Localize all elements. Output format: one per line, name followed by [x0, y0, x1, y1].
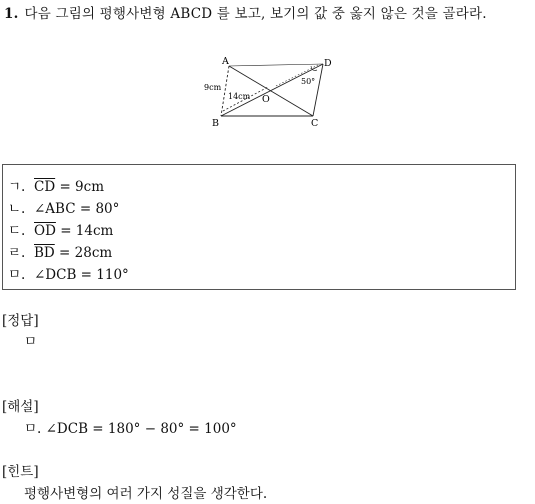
- side-da: [229, 64, 323, 66]
- explanation-label: [해설]: [2, 399, 39, 415]
- hint-text: 평행사변형의 여러 가지 성질을 생각한다.: [24, 486, 268, 502]
- choice-item: [8, 220, 515, 242]
- choice-segment: $\overline{OD}$: [34, 223, 56, 239]
- choice-item: [8, 198, 515, 220]
- angle-label: 50°: [301, 77, 316, 86]
- choice-item: [8, 264, 515, 286]
- choice-prefix: ∠DCB = 110°: [34, 267, 129, 283]
- vertex-label-a: A: [222, 56, 229, 67]
- choice-item: [8, 242, 515, 264]
- diagonal-length-label: 14cm: [228, 92, 251, 101]
- choice-segment: $\overline{BD}$: [34, 245, 55, 261]
- choices-box: [2, 164, 516, 290]
- parallelogram-figure: [196, 54, 338, 132]
- choice-suffix: = 9cm: [55, 179, 105, 195]
- center-label-o: O: [262, 94, 270, 105]
- question-body: 다음 그림의 평행사변형 ABCD 를 보고, 보기의 값 중 옳지 않은 것을 골라라.: [24, 6, 487, 22]
- explanation-text: ㅁ. ∠DCB = 180° − 80° = 100°: [24, 421, 237, 437]
- question-number: 1.: [4, 6, 19, 22]
- vertex-label-b: B: [212, 118, 219, 129]
- vertex-label-c: C: [311, 118, 319, 129]
- side-length-label: 9cm: [204, 83, 222, 92]
- choice-marker: ㄴ.: [8, 201, 26, 217]
- choice-marker: ㄹ.: [8, 245, 26, 261]
- choice-marker: ㄱ.: [8, 179, 26, 195]
- hint-label: [힌트]: [2, 464, 39, 480]
- answer-label: [정답]: [2, 313, 39, 329]
- side-cd: [313, 64, 323, 116]
- choice-marker: ㄷ.: [8, 223, 26, 239]
- question-text: [4, 2, 532, 26]
- answer-value: ㅁ: [24, 334, 38, 350]
- diagonal-bd: [221, 64, 323, 116]
- choice-prefix: ∠ABC = 80°: [34, 201, 120, 217]
- choice-suffix: = 28cm: [54, 245, 113, 261]
- choice-suffix: = 14cm: [55, 223, 114, 239]
- vertex-label-d: D: [324, 58, 332, 69]
- choice-item: [8, 176, 515, 198]
- choice-marker: ㅁ.: [8, 267, 26, 283]
- choice-segment: $\overline{CD}$: [34, 179, 56, 195]
